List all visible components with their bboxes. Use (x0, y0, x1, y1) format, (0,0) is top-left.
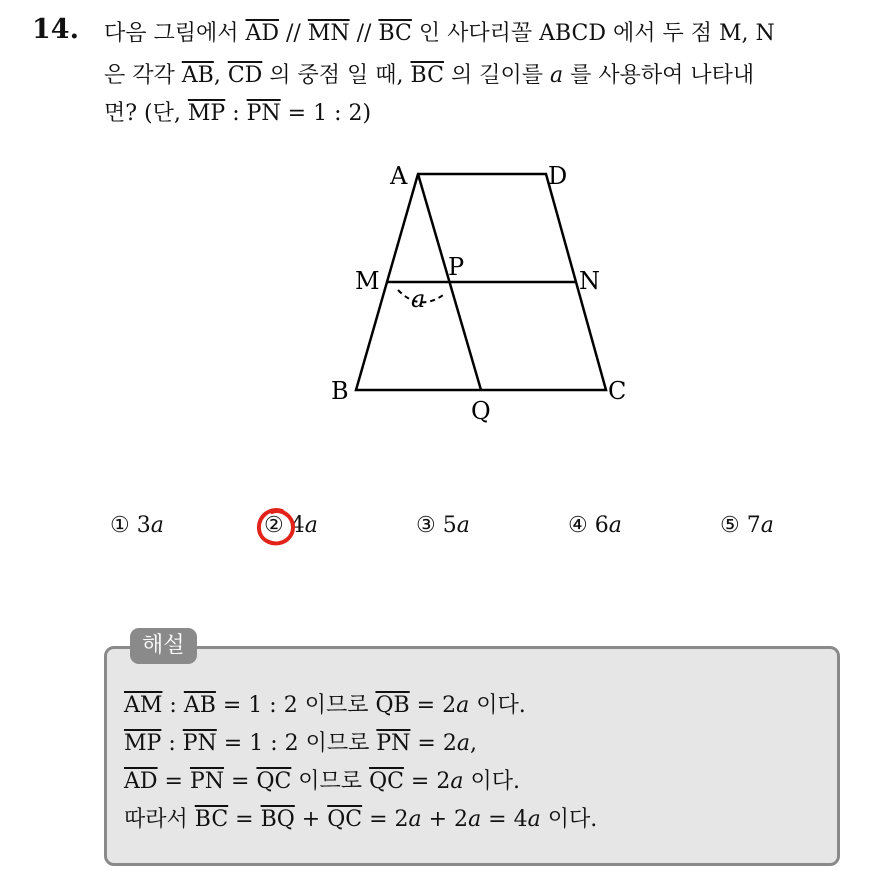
label-m: M (355, 267, 380, 295)
label-q: Q (471, 397, 491, 425)
label-a: A (390, 162, 408, 190)
solution-line-1: $\overline{AM}$ : $\overline{AB} = 1$ : 2 이므로 $\overline{QB} = 2a$ 이다. (124, 693, 526, 718)
solution-title: 해설 (130, 628, 197, 664)
label-c: C (608, 377, 627, 405)
label-angle-a: a (411, 285, 426, 313)
question-number: 14. (32, 14, 79, 45)
label-d: D (548, 162, 568, 190)
question-line-1: 다음 그림에서 $\overline{AD} // \overline{MN} // \overline{BC}$ 인 사다리꼴 ABCD 에서 두 점 M, N (104, 21, 775, 46)
choice-5[interactable]: ⑤ 7a (720, 513, 774, 538)
answer-mark-circle (252, 504, 300, 550)
label-n: N (579, 267, 600, 295)
figure-lines (356, 174, 606, 390)
label-p: P (448, 253, 465, 281)
solution-line-2: $\overline{MP}$ : $\overline{PN} = 1$ : 2 이므로 $\overline{PN} = 2a$, (124, 731, 477, 756)
trapezoid-figure (320, 155, 640, 435)
choice-1[interactable]: ① 3a (110, 513, 164, 538)
choice-4[interactable]: ④ 6a (568, 513, 622, 538)
solution-line-3: $\overline{AD} = \overline{PN} = \overline{QC}$ 이므로 $\overline{QC} = 2a$ 이다. (124, 769, 520, 794)
question-line-2: 은 각각 $\overline{AB}$, $\overline{CD}$ 의 중점 일 때, $\overline{BC}$ 의 길이를 a 를 사용하여 나타내 (104, 63, 755, 88)
choice-2[interactable]: ② 4a (264, 513, 318, 538)
solution-line-4: 따라서 $\overline{BC} = \overline{BQ} + \overline{QC} = 2a + 2a = 4a$ 이다. (124, 807, 598, 832)
choice-3[interactable]: ③ 5a (416, 513, 470, 538)
question-line-3: 면? (단, $\overline{MP}$ : $\overline{PN} = 1$ : 2) (104, 101, 372, 126)
label-b: B (331, 377, 349, 405)
